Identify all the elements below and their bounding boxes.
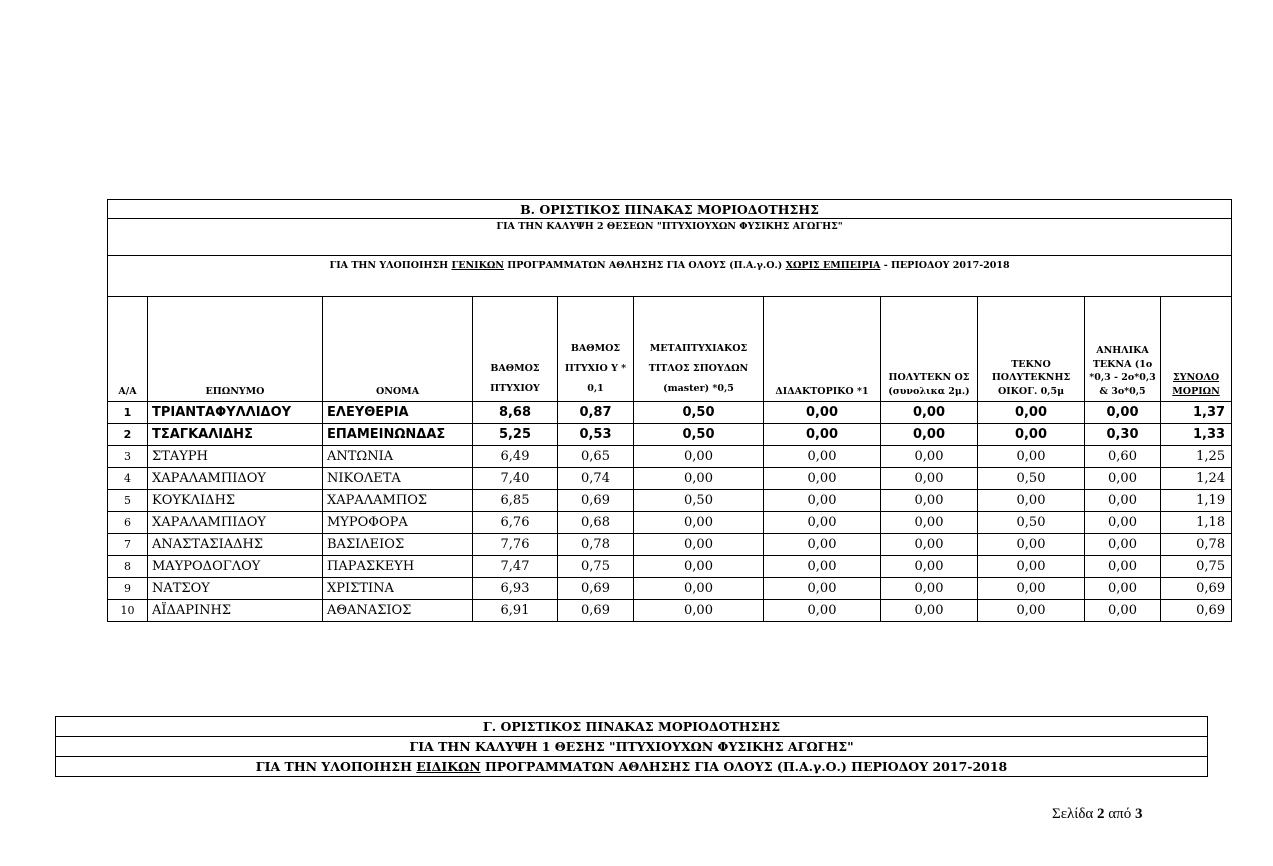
cell-degree-grade-x01: 0,78	[558, 534, 634, 556]
cell-degree-grade: 6,76	[473, 512, 558, 534]
cell-large-family: 0,00	[881, 446, 978, 468]
table-row	[108, 490, 1232, 512]
cell-degree-grade-x01: 0,69	[558, 578, 634, 600]
cell-aa: 3	[108, 446, 148, 468]
cell-degree-grade-x01: 0,68	[558, 512, 634, 534]
table-row	[108, 556, 1232, 578]
table-row	[108, 424, 1232, 446]
cell-degree-grade-x01: 0,75	[558, 556, 634, 578]
header-aa: Α/Α	[108, 297, 148, 402]
header-degree-grade-x01: ΒΑΘΜΟΣ ΠΤΥΧΙΟ Υ * 0,1	[558, 297, 634, 402]
table-row	[108, 600, 1232, 622]
cell-total-points: 0,78	[1161, 534, 1232, 556]
cell-phd: 0,00	[764, 534, 881, 556]
table-b	[107, 199, 1232, 622]
table-row	[108, 468, 1232, 490]
cell-total-points: 1,25	[1161, 446, 1232, 468]
cell-degree-grade-x01: 0,65	[558, 446, 634, 468]
cell-aa: 6	[108, 512, 148, 534]
page-number-footer: Σελίδα 2 από 3	[1052, 806, 1143, 822]
header-minor-children: ΑΝΗΛΙΚΑ ΤΕΚΝΑ (1ο *0,3 - 2ο*0,3 & 3ο*0,5	[1085, 297, 1161, 402]
cell-total-points: 1,33	[1161, 424, 1232, 446]
cell-master: 0,50	[634, 490, 764, 512]
cell-minor-children: 0,00	[1085, 600, 1161, 622]
cell-surname: ΧΑΡΑΛΑΜΠΙΔΟΥ	[148, 512, 323, 534]
cell-total-points: 1,37	[1161, 402, 1232, 424]
table-row	[108, 534, 1232, 556]
cell-child-large-family: 0,00	[978, 578, 1085, 600]
cell-minor-children: 0,00	[1085, 556, 1161, 578]
cell-total-points: 1,18	[1161, 512, 1232, 534]
cell-phd: 0,00	[764, 512, 881, 534]
cell-degree-grade: 6,93	[473, 578, 558, 600]
cell-total-points: 1,24	[1161, 468, 1232, 490]
cell-minor-children: 0,00	[1085, 402, 1161, 424]
table-b-header-row	[108, 297, 1232, 402]
table-c-title: Γ. ΟΡΙΣΤΙΚΟΣ ΠΙΝΑΚΑΣ ΜΟΡΙΟΔΟΤΗΣΗΣ	[56, 717, 1208, 737]
cell-master: 0,00	[634, 446, 764, 468]
cell-degree-grade-x01: 0,53	[558, 424, 634, 446]
cell-aa: 5	[108, 490, 148, 512]
cell-name: ΠΑΡΑΣΚΕΥΗ	[323, 556, 473, 578]
cell-child-large-family: 0,00	[978, 534, 1085, 556]
cell-surname: ΤΣΑΓΚΑΛΙΔΗΣ	[148, 424, 323, 446]
cell-child-large-family: 0,50	[978, 512, 1085, 534]
cell-master: 0,00	[634, 468, 764, 490]
cell-degree-grade: 8,68	[473, 402, 558, 424]
cell-phd: 0,00	[764, 490, 881, 512]
cell-surname: ΤΡΙΑΝΤΑΦΥΛΛΙΔΟΥ	[148, 402, 323, 424]
cell-degree-grade-x01: 0,87	[558, 402, 634, 424]
header-child-large-family: ΤΕΚΝΟ ΠΟΛΥΤΕΚΝΗΣ ΟΙΚΟΓ. 0,5μ	[978, 297, 1085, 402]
cell-child-large-family: 0,00	[978, 402, 1085, 424]
cell-large-family: 0,00	[881, 424, 978, 446]
table-c-subtitle: ΓΙΑ ΤΗΝ ΚΑΛΥΨΗ 1 ΘΕΣΗΣ "ΠΤΥΧΙΟΥΧΩΝ ΦΥΣΙΚΗΣ ΑΓΩΓΗΣ"	[56, 737, 1208, 757]
cell-degree-grade-x01: 0,69	[558, 490, 634, 512]
cell-aa: 1	[108, 402, 148, 424]
cell-phd: 0,00	[764, 556, 881, 578]
cell-child-large-family: 0,00	[978, 424, 1085, 446]
cell-master: 0,00	[634, 600, 764, 622]
cell-surname: ΧΑΡΑΛΑΜΠΙΔΟΥ	[148, 468, 323, 490]
cell-degree-grade: 6,91	[473, 600, 558, 622]
cell-large-family: 0,00	[881, 402, 978, 424]
cell-large-family: 0,00	[881, 600, 978, 622]
cell-master: 0,50	[634, 402, 764, 424]
cell-name: ΕΛΕΥΘΕΡΙΑ	[323, 402, 473, 424]
cell-master: 0,50	[634, 424, 764, 446]
header-master: ΜΕΤΑΠΤΥΧΙΑΚΟΣ ΤΙΤΛΟΣ ΣΠΟΥΔΩΝ (master) *0,5	[634, 297, 764, 402]
cell-phd: 0,00	[764, 446, 881, 468]
table-row	[108, 446, 1232, 468]
header-large-family: ΠΟΛΥΤΕΚΝ ΟΣ (συνολικα 2μ.)	[881, 297, 978, 402]
cell-child-large-family: 0,00	[978, 446, 1085, 468]
cell-child-large-family: 0,00	[978, 490, 1085, 512]
cell-degree-grade: 6,85	[473, 490, 558, 512]
table-row	[108, 578, 1232, 600]
header-phd: ΔΙΔΑΚΤΟΡΙΚΟ *1	[764, 297, 881, 402]
cell-phd: 0,00	[764, 402, 881, 424]
cell-minor-children: 0,00	[1085, 512, 1161, 534]
cell-surname: ΜΑΥΡΟΔΟΓΛΟΥ	[148, 556, 323, 578]
cell-aa: 10	[108, 600, 148, 622]
cell-child-large-family: 0,00	[978, 556, 1085, 578]
header-total-points: ΣΥΝΟΛΟ ΜΟΡΙΩΝ	[1161, 297, 1232, 402]
cell-total-points: 1,19	[1161, 490, 1232, 512]
cell-minor-children: 0,60	[1085, 446, 1161, 468]
cell-surname: ΝΑΤΣΟΥ	[148, 578, 323, 600]
cell-degree-grade: 7,40	[473, 468, 558, 490]
cell-master: 0,00	[634, 556, 764, 578]
cell-surname: ΚΟΥΚΛΙΔΗΣ	[148, 490, 323, 512]
cell-aa: 4	[108, 468, 148, 490]
cell-phd: 0,00	[764, 578, 881, 600]
cell-aa: 2	[108, 424, 148, 446]
cell-phd: 0,00	[764, 424, 881, 446]
cell-large-family: 0,00	[881, 556, 978, 578]
table-c	[55, 716, 1208, 777]
cell-name: ΜΥΡΟΦΟΡΑ	[323, 512, 473, 534]
cell-aa: 7	[108, 534, 148, 556]
cell-master: 0,00	[634, 512, 764, 534]
table-b-title: Β. ΟΡΙΣΤΙΚΟΣ ΠΙΝΑΚΑΣ ΜΟΡΙΟΔΟΤΗΣΗΣ	[108, 200, 1232, 219]
table-c-program-line: ΓΙΑ ΤΗΝ ΥΛΟΠΟΙΗΣΗ ΕΙΔΙΚΩΝ ΠΡΟΓΡΑΜΜΑΤΩΝ ΑΘΛΗΣΗΣ ΓΙΑ ΟΛΟΥΣ (Π.Α.γ.Ο.) ΠΕΡΙΟΔΟΥ 2017-2018	[56, 757, 1208, 777]
cell-minor-children: 0,00	[1085, 468, 1161, 490]
cell-name: ΧΡΙΣΤΙΝΑ	[323, 578, 473, 600]
cell-master: 0,00	[634, 534, 764, 556]
cell-large-family: 0,00	[881, 468, 978, 490]
cell-degree-grade: 7,76	[473, 534, 558, 556]
table-b-program-line: ΓΙΑ ΤΗΝ ΥΛΟΠΟΙΗΣΗ ΓΕΝΙΚΩΝ ΠΡΟΓΡΑΜΜΑΤΩΝ ΑΘΛΗΣΗΣ ΓΙΑ ΟΛΟΥΣ (Π.Α.γ.Ο.) ΧΩΡΙΣ ΕΜΠΕΙΡΙΑ - ΠΕΡΙΟΔΟΥ 2017-2018	[108, 256, 1232, 297]
header-name: ΟΝΟΜΑ	[323, 297, 473, 402]
cell-name: ΝΙΚΟΛΕΤΑ	[323, 468, 473, 490]
cell-phd: 0,00	[764, 600, 881, 622]
cell-name: ΒΑΣΙΛΕΙΟΣ	[323, 534, 473, 556]
cell-aa: 9	[108, 578, 148, 600]
cell-minor-children: 0,00	[1085, 490, 1161, 512]
cell-degree-grade-x01: 0,74	[558, 468, 634, 490]
cell-minor-children: 0,00	[1085, 578, 1161, 600]
table-row	[108, 402, 1232, 424]
cell-minor-children: 0,00	[1085, 534, 1161, 556]
cell-phd: 0,00	[764, 468, 881, 490]
header-degree-grade: ΒΑΘΜΟΣ ΠΤΥΧΙΟΥ	[473, 297, 558, 402]
table-b-subtitle: ΓΙΑ ΤΗΝ ΚΑΛΥΨΗ 2 ΘΕΣΕΩΝ "ΠΤΥΧΙΟΥΧΩΝ ΦΥΣΙΚΗΣ ΑΓΩΓΗΣ"	[108, 219, 1232, 256]
cell-minor-children: 0,30	[1085, 424, 1161, 446]
cell-large-family: 0,00	[881, 578, 978, 600]
cell-name: ΑΘΑΝΑΣΙΟΣ	[323, 600, 473, 622]
cell-large-family: 0,00	[881, 512, 978, 534]
cell-degree-grade: 7,47	[473, 556, 558, 578]
cell-name: ΑΝΤΩΝΙΑ	[323, 446, 473, 468]
table-row	[108, 512, 1232, 534]
cell-surname: ΑΝΑΣΤΑΣΙΑΔΗΣ	[148, 534, 323, 556]
header-surname: ΕΠΩΝΥΜΟ	[148, 297, 323, 402]
cell-total-points: 0,69	[1161, 578, 1232, 600]
cell-degree-grade-x01: 0,69	[558, 600, 634, 622]
cell-total-points: 0,69	[1161, 600, 1232, 622]
cell-name: ΕΠΑΜΕΙΝΩΝΔΑΣ	[323, 424, 473, 446]
cell-large-family: 0,00	[881, 534, 978, 556]
cell-surname: ΣΤΑΥΡΗ	[148, 446, 323, 468]
cell-total-points: 0,75	[1161, 556, 1232, 578]
cell-surname: ΑΪΔΑΡΙΝΗΣ	[148, 600, 323, 622]
cell-child-large-family: 0,00	[978, 600, 1085, 622]
cell-master: 0,00	[634, 578, 764, 600]
cell-degree-grade: 5,25	[473, 424, 558, 446]
cell-degree-grade: 6,49	[473, 446, 558, 468]
cell-child-large-family: 0,50	[978, 468, 1085, 490]
cell-name: ΧΑΡΑΛΑΜΠΟΣ	[323, 490, 473, 512]
cell-large-family: 0,00	[881, 490, 978, 512]
cell-aa: 8	[108, 556, 148, 578]
